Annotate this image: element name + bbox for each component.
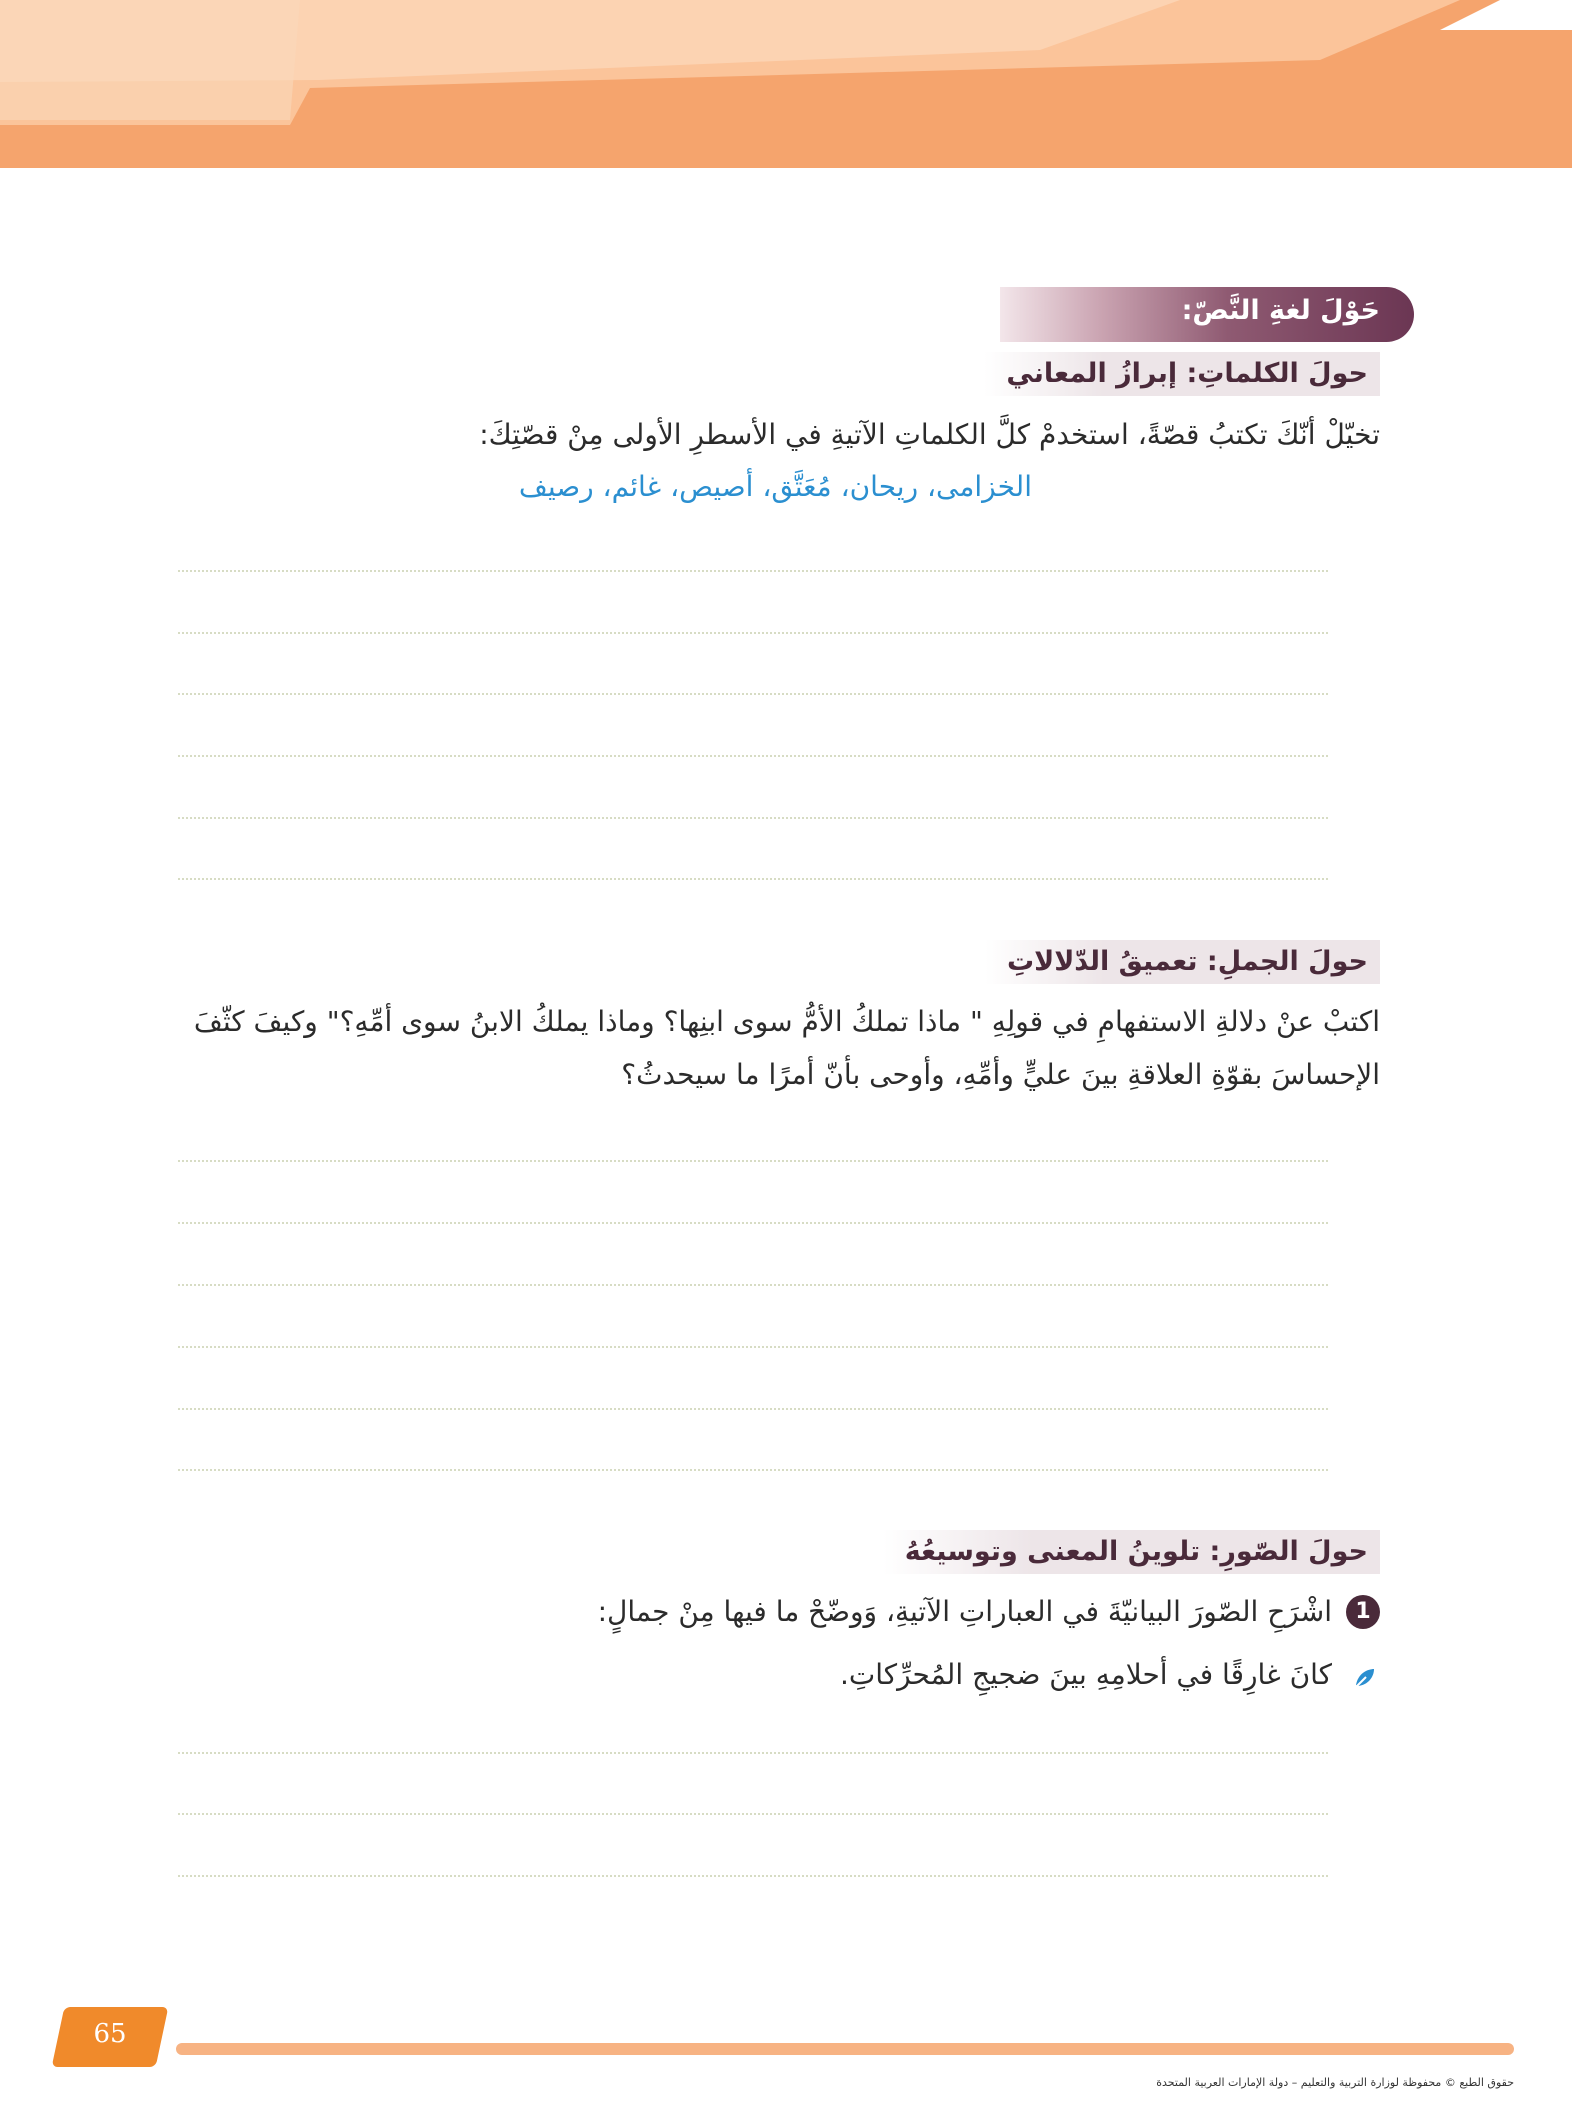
writing-line[interactable]: [178, 1875, 1328, 1877]
instruction-sentences-line1: اكتبْ عنْ دلالةِ الاستفهامِ في قولِهِ " ماذا تملكُ الأمُّ سوى ابنِها؟ وماذا يملكُ الابنُ سوى أمِّهِ؟" وكيفَ كثّفَ: [193, 1005, 1380, 1038]
page-number: 65: [93, 2019, 127, 2049]
section-title: حَوْلَ لغةِ النَّصّ:: [1181, 295, 1380, 326]
writing-line[interactable]: [178, 693, 1328, 695]
item-instruction: اشْرَحِ الصّورَ البيانيّةَ في العباراتِ الآتيةِ، وَوضّحْ ما فيها مِنْ جمالٍ:: [597, 1595, 1332, 1628]
instruction-sentences-line2: الإحساسَ بقوّةِ العلاقةِ بينَ عليٍّ وأمِّهِ، وأوحى بأنّ أمرًا ما سيحدثُ؟: [621, 1058, 1380, 1091]
heading-sentences: حولَ الجملِ: تعميقُ الدّلالاتِ: [985, 940, 1380, 984]
writing-line[interactable]: [178, 1222, 1328, 1224]
section-title-banner: [1000, 287, 1414, 342]
copyright-notice: حقوق الطبع © محفوظة لوزارة التربية والتعليم – دولة الإمارات العربية المتحدة: [1156, 2076, 1514, 2089]
writing-line[interactable]: [178, 817, 1328, 819]
writing-line[interactable]: [178, 1813, 1328, 1815]
writing-line[interactable]: [178, 878, 1328, 880]
writing-line[interactable]: [178, 755, 1328, 757]
writing-line[interactable]: [178, 1752, 1328, 1754]
writing-line[interactable]: [178, 1284, 1328, 1286]
footer-bar: [176, 2043, 1514, 2055]
header-decoration: [0, 0, 1572, 170]
writing-line[interactable]: [178, 1160, 1328, 1162]
example-sentence: كانَ غارِقًا في أحلامِهِ بينَ ضجيجِ المُحرِّكاتِ.: [839, 1658, 1332, 1691]
writing-line[interactable]: [178, 1346, 1328, 1348]
heading-images: حولَ الصّورِ: تلوينُ المعنى وتوسيعُهُ: [883, 1530, 1380, 1574]
writing-line[interactable]: [178, 632, 1328, 634]
heading-words: حولَ الكلماتِ: إبرازُ المعاني: [984, 352, 1380, 396]
vocabulary-list: الخزامى، ريحان، مُعَتَّق، أصيص، غائم، رصيف: [518, 470, 1032, 503]
instruction-words: تخيّلْ أنّكَ تكتبُ قصّةً، استخدمْ كلَّ الكلماتِ الآتيةِ في الأسطرِ الأولى مِنْ قصّتِكَ:: [479, 418, 1380, 451]
item-number-badge: 1: [1346, 1595, 1380, 1629]
writing-line[interactable]: [178, 570, 1328, 572]
leaf-bullet-icon: [1352, 1665, 1378, 1691]
writing-line[interactable]: [178, 1408, 1328, 1410]
writing-line[interactable]: [178, 1469, 1328, 1471]
